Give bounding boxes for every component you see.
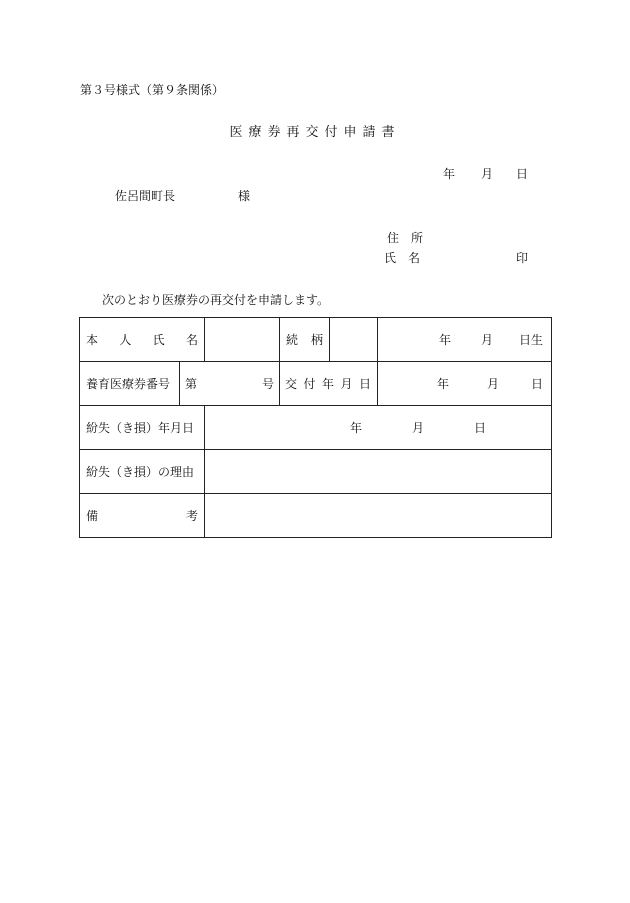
issue-date-field[interactable]: [378, 362, 552, 406]
label-char: 柄: [310, 333, 323, 347]
row-lost-reason: [80, 450, 552, 494]
application-form-table: [79, 317, 552, 538]
lost-date-label: 紛失（き損）年月日: [86, 421, 195, 435]
relation-field[interactable]: [330, 318, 378, 362]
ticket-number-label: 養育医療券番号: [86, 377, 171, 391]
label-char: 続: [286, 333, 299, 347]
label-char: 年: [321, 377, 334, 391]
applicant-name-label: 氏 名: [384, 251, 421, 265]
label-char: 名: [185, 333, 198, 347]
lost-day-unit: 日: [474, 421, 487, 435]
lost-reason-label: 紛失（き損）の理由: [86, 465, 195, 479]
applicant-address-label: 住 所: [387, 231, 424, 245]
remarks-field[interactable]: [205, 494, 552, 538]
relation-label-cell: [280, 318, 330, 362]
issue-month-unit: 月: [486, 377, 499, 391]
issue-date-label-cell: [280, 362, 378, 406]
form-number-label: 第３号様式（第９条関係）: [80, 83, 225, 97]
applicant-name-label-cell: [80, 318, 205, 362]
row-remarks: [80, 494, 552, 538]
lost-date-field[interactable]: [205, 406, 552, 450]
label-char: 備: [86, 509, 99, 523]
label-char: 月: [340, 377, 353, 391]
application-date-month: 月: [481, 167, 494, 181]
application-date-year: 年: [443, 167, 456, 181]
applicant-name-field[interactable]: [205, 318, 280, 362]
birth-year-unit: 年: [438, 333, 451, 347]
ticket-number-label-cell: [80, 362, 180, 406]
birth-day-unit: 日生: [518, 333, 543, 347]
label-char: 氏: [152, 333, 165, 347]
lost-date-label-cell: [80, 406, 205, 450]
remarks-label-cell: [80, 494, 205, 538]
ticket-number-suffix: 号: [261, 377, 274, 391]
lost-reason-label-cell: [80, 450, 205, 494]
ticket-number-prefix: 第: [185, 377, 198, 391]
addressee-honorific: 様: [238, 189, 251, 203]
row-applicant-name: [80, 318, 552, 362]
row-medical-ticket-number: [80, 362, 552, 406]
document-title: 医療券再交付申請書: [229, 125, 401, 140]
issue-day-unit: 日: [530, 377, 543, 391]
ticket-number-field[interactable]: [180, 362, 280, 406]
label-char: 本: [86, 333, 99, 347]
row-lost-date: [80, 406, 552, 450]
issue-year-unit: 年: [436, 377, 449, 391]
lost-year-unit: 年: [350, 421, 363, 435]
addressee-name: 佐呂間町長: [115, 189, 176, 203]
birth-date-field[interactable]: [378, 318, 552, 362]
label-char: 交: [285, 377, 298, 391]
lost-reason-field[interactable]: [205, 450, 552, 494]
seal-mark: 印: [516, 251, 529, 265]
label-char: 考: [185, 509, 198, 523]
intro-text: 次のとおり医療券の再交付を申請します。: [102, 293, 330, 307]
lost-month-unit: 月: [412, 421, 425, 435]
label-char: 日: [358, 377, 371, 391]
label-char: 付: [303, 377, 316, 391]
label-char: 人: [119, 333, 132, 347]
application-date-day: 日: [516, 167, 529, 181]
birth-month-unit: 月: [480, 333, 493, 347]
